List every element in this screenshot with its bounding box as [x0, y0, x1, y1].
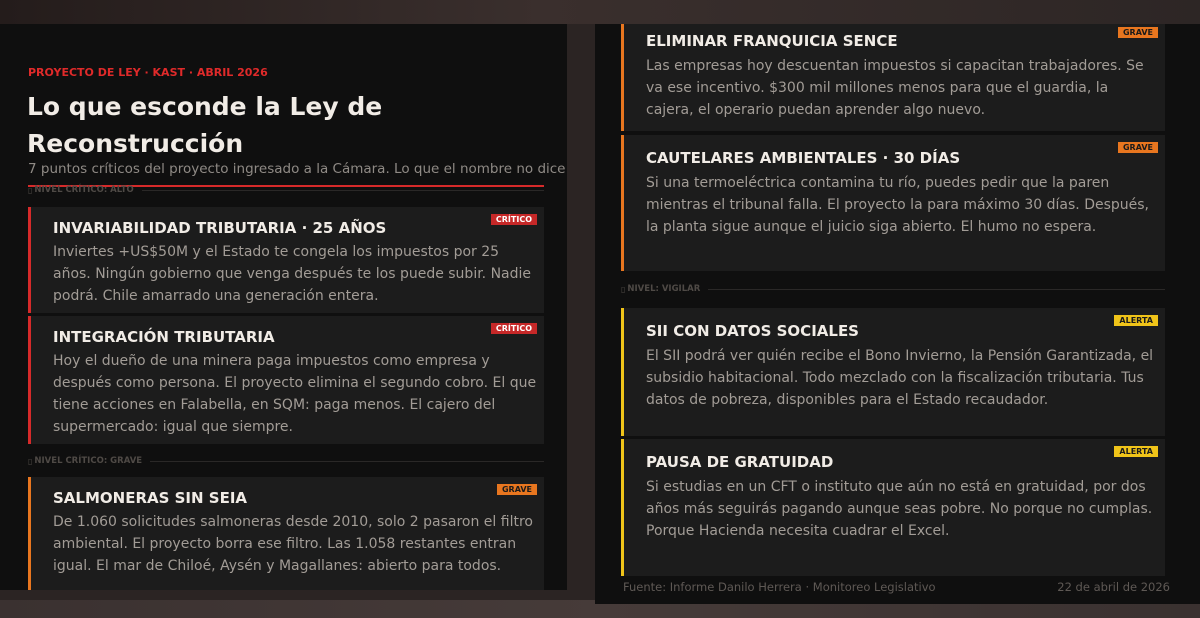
- card-title: PAUSA DE GRATUIDAD: [646, 453, 834, 471]
- severity-bar: [621, 24, 624, 131]
- page-title: Lo que esconde la Ley de Reconstrucción: [27, 92, 383, 158]
- card-body: De 1.060 solicitudes salmoneras desde 2010, solo 2 pasaron el filtro ambiental. El proyecto borra ese filtro. Las 1.058 restantes entran igual. El mar de Chiloé, Aysén y Magallanes: abierto para todos.: [53, 514, 533, 574]
- card-title: SALMONERAS SIN SEIA: [53, 489, 248, 507]
- lock-icon: ▯: [621, 284, 626, 294]
- card-body: Si estudias en un CFT o instituto que aún no está en gratuidad, por dos años más seguirás pagando aunque seas pobre. No porque no cumplas. Porque Hacienda necesita cuadrar el Excel.: [646, 479, 1153, 539]
- card-title: SII CON DATOS SOCIALES: [646, 322, 859, 340]
- left-infographic-panel: [0, 24, 567, 590]
- section-divider: [708, 289, 1165, 290]
- section-label: NIVEL: VIGILAR: [627, 284, 701, 294]
- window-top-strip: [0, 0, 1200, 24]
- severity-badge: GRAVE: [1118, 142, 1158, 153]
- card-body: El SII podrá ver quién recibe el Bono Invierno, la Pensión Garantizada, el subsidio habitacional. Todo mezclado con la fiscalización tributaria. Tus datos de pobreza, disponibles para el Estado recaudador.: [646, 348, 1154, 408]
- severity-bar: [621, 308, 624, 436]
- severity-badge: CRÍTICO: [491, 323, 537, 334]
- card-title: CAUTELARES AMBIENTALES · 30 DÍAS: [646, 149, 961, 167]
- card-title: ELIMINAR FRANQUICIA SENCE: [646, 32, 898, 50]
- section-divider: [150, 461, 544, 462]
- card-title: INTEGRACIÓN TRIBUTARIA: [53, 328, 275, 346]
- issue-card-gratuidad[interactable]: [621, 439, 1165, 576]
- card-body: Si una termoeléctrica contamina tu río, puedes pedir que la paren mientras el tribunal falla. El proyecto la para máximo 30 días. Después, la planta sigue aunque el juicio siga abierto. El humo no espera.: [646, 175, 1150, 235]
- issue-card-salmoneras[interactable]: [28, 477, 544, 590]
- section-level-vigilar: [621, 283, 1165, 295]
- issue-card-sence[interactable]: [621, 24, 1165, 131]
- section-divider: [142, 190, 544, 191]
- issue-card-integracion[interactable]: [28, 316, 544, 444]
- severity-bar: [621, 439, 624, 576]
- issue-card-cautelares[interactable]: [621, 135, 1165, 271]
- section-label: NIVEL CRÍTICO: ALTO: [34, 185, 134, 195]
- severity-badge: GRAVE: [1118, 27, 1158, 38]
- severity-badge: ALERTA: [1114, 315, 1158, 326]
- severity-bar: [28, 477, 31, 590]
- card-body: Hoy el dueño de una minera paga impuestos como empresa y después como persona. El proyecto elimina el segundo cobro. El que tiene acciones en Falabella, en SQM: paga menos. El cajero del supermercado: igual que siempre.: [53, 353, 537, 435]
- section-level-alto: [28, 184, 544, 196]
- severity-bar: [28, 316, 31, 444]
- lock-icon: ▯: [28, 185, 33, 195]
- issue-card-invariabilidad[interactable]: [28, 207, 544, 313]
- eyebrow-label: PROYECTO DE LEY · KAST · ABRIL 2026: [28, 66, 268, 79]
- card-body: Inviertes +US$50M y el Estado te congela los impuestos por 25 años. Ningún gobierno que venga después te los puede subir. Nadie podrá. Chile amarrado una generación entera.: [53, 244, 532, 304]
- right-infographic-panel: [595, 24, 1200, 604]
- severity-bar: [28, 207, 31, 313]
- lock-icon: ▯: [28, 456, 33, 466]
- card-body: Las empresas hoy descuentan impuestos si capacitan trabajadores. Se va ese incentivo. $300 mil millones menos para que el guardia, la cajera, el operario puedan aprender algo nuevo.: [646, 58, 1144, 118]
- card-title: INVARIABILIDAD TRIBUTARIA · 25 AÑOS: [53, 219, 387, 237]
- severity-badge: GRAVE: [497, 484, 537, 495]
- severity-badge: ALERTA: [1114, 446, 1158, 457]
- page-subtitle: 7 puntos críticos del proyecto ingresado a la Cámara. Lo que el nombre no dice: [28, 161, 566, 177]
- severity-bar: [621, 135, 624, 271]
- issue-card-sii[interactable]: [621, 308, 1165, 436]
- section-label: NIVEL CRÍTICO: GRAVE: [34, 456, 143, 466]
- footer-source: Fuente: Informe Danilo Herrera · Monitoreo Legislativo: [623, 580, 936, 594]
- footer-date: 22 de abril de 2026: [1057, 580, 1170, 594]
- section-level-grave: [28, 455, 544, 467]
- severity-badge: CRÍTICO: [491, 214, 537, 225]
